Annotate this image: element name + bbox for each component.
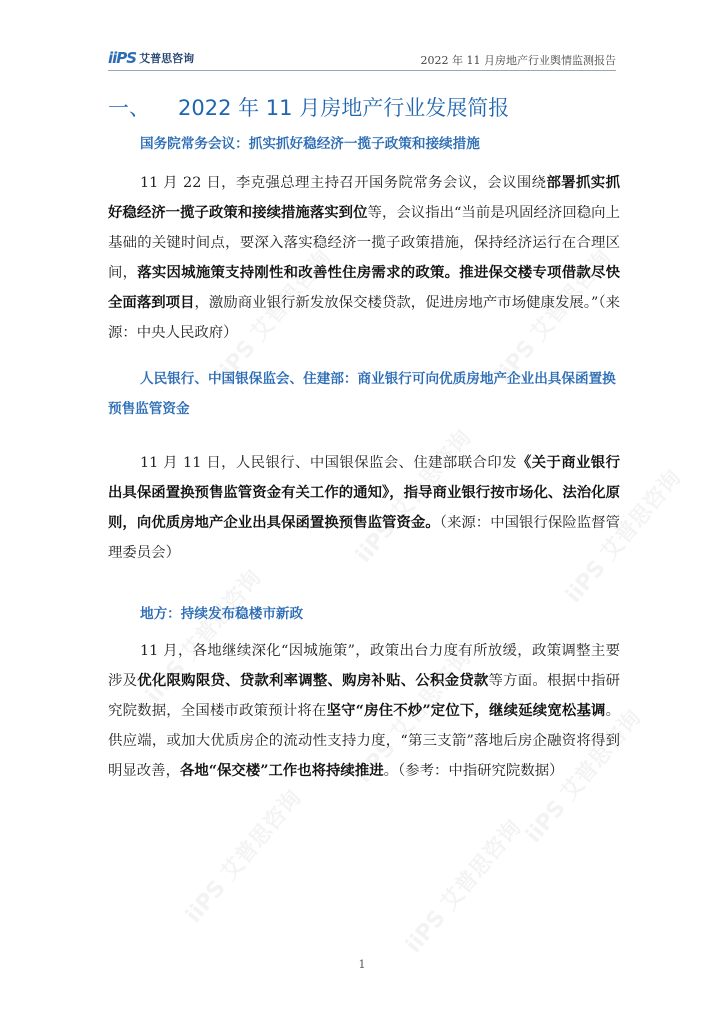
- section-title: [108, 92, 509, 122]
- watermark: [398, 812, 528, 958]
- logo-text: 艾普思咨询: [139, 52, 195, 65]
- report-title: 2022 年 11 月房地产行业舆情监测报告: [420, 54, 616, 67]
- section-title-text: 2022 年 11 月房地产行业发展简报: [178, 96, 510, 120]
- item-heading: 人民银行、中国银保监会、住建部：商业银行可向优质房地产企业出具保函置换预售监管资金: [108, 371, 616, 417]
- watermark: [178, 782, 308, 928]
- item-paragraph: 11 月 11 日，人民银行、中国银保监会、住建部联合印发《关于商业银行出具保函置换预售监管资金有关工作的通知》，指导商业银行按市场化、法治化原则，向优质房地产企业出具保函置换预售监管资金。（来源：中国银行保险监督管理委员会）: [108, 454, 620, 561]
- page-header: [108, 44, 616, 71]
- company-logo: [108, 48, 194, 68]
- item-paragraph: 11 月 22 日，李克强总理主持召开国务院常务会议，会议围绕部署抓实抓好稳经济一揽子政策和接续措施落实到位等，会议指出“当前是巩固经济回稳向上基础的关键时间点，要深入落实稳经济一揽子政策措施，保持经济运行在合理区间，落实因城施策支持刚性和改善性住房需求的政策。推进保交楼专项借款尽快全面落到项目，激励商业银行新发放保交楼贷款，促进房地产市场健康发展。”（来源：中央人民政府）: [108, 174, 620, 341]
- section-number: 一、: [108, 96, 150, 120]
- logo-mark: iiPS: [108, 49, 137, 67]
- item-paragraph: 11 月，各地继续深化“因城施策”，政策出台力度有所放缓，政策调整主要涉及优化限购限贷、贷款利率调整、购房补贴、公积金贷款等方面。根据中指研究院数据，全国楼市政策预计将在坚守“房住不炒”定位下，继续延续宽松基调。供应端，或加大优质房企的流动性支持力度，“第三支箭”落地后房企融资将得到明显改善，各地“保交楼”工作也将持续推进。（参考：中指研究院数据）: [108, 643, 620, 779]
- item-heading: 国务院常务会议：抓实抓好稳经济一揽子政策和接续措施: [140, 136, 480, 152]
- item-heading: 地方：持续发布稳楼市新政: [140, 606, 304, 622]
- page-number: 1: [358, 958, 366, 971]
